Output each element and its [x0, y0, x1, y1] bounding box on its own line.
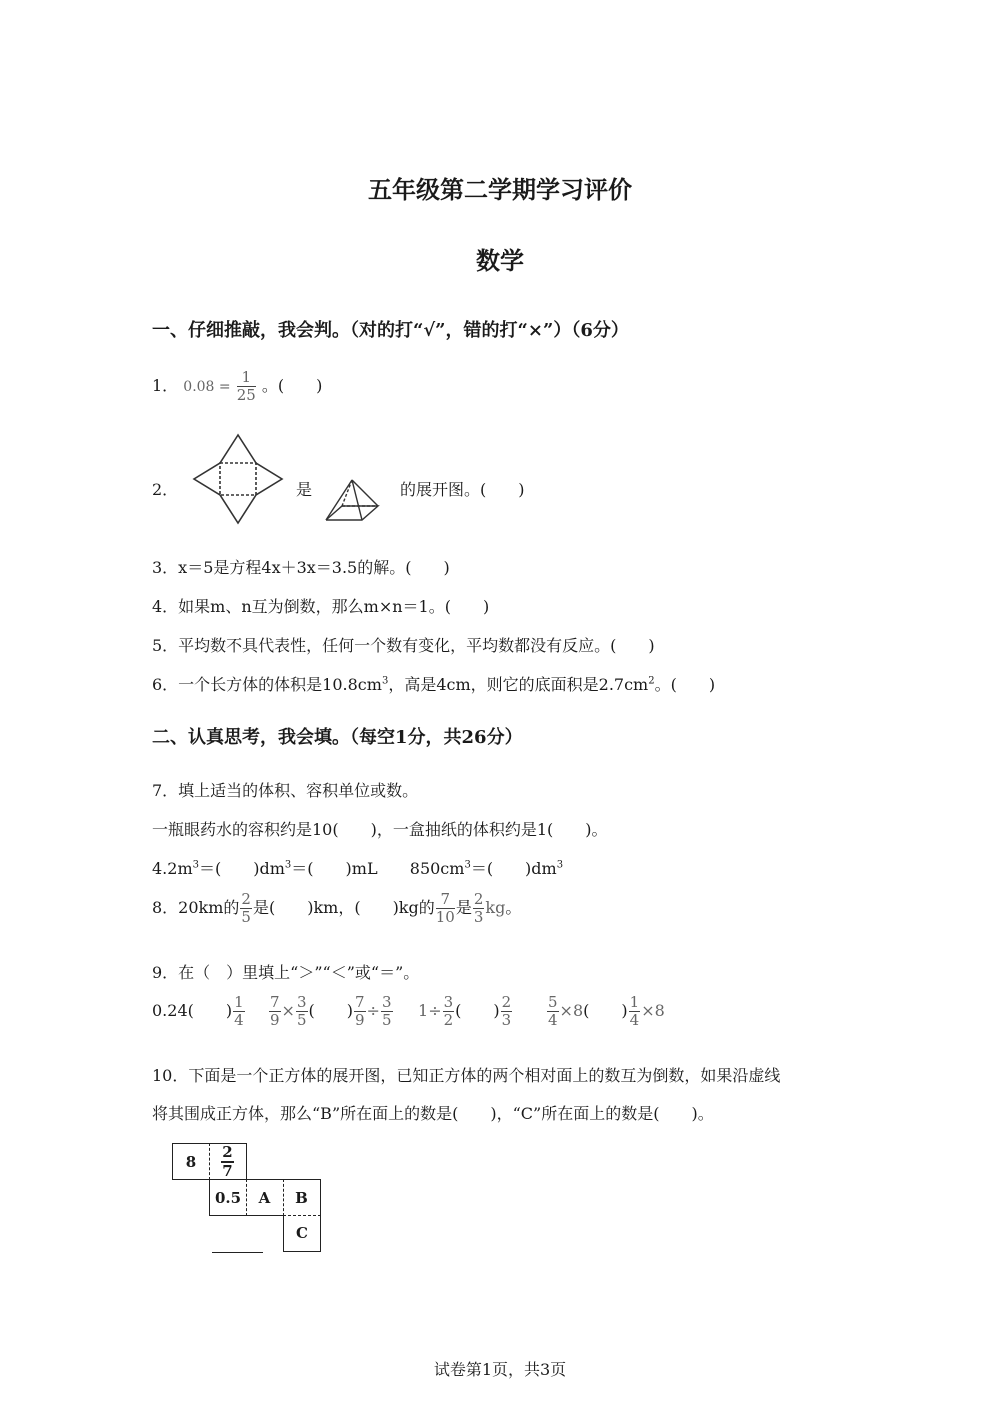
q9-p2-fraction-b: $\frac{3}{5}$: [296, 993, 307, 1029]
q8-text-a: 8．20km的: [152, 898, 240, 917]
question-6: [152, 672, 715, 695]
q7-line-2: 一瓶眼药水的容积约是10( )，一盒抽纸的体积约是1( )。: [152, 820, 608, 839]
question-3: 3．x＝5是方程4x＋3x＝3.5的解。( ): [152, 558, 450, 577]
q1-fraction: $\frac{1}{25}$: [236, 368, 256, 404]
question-4: 4．如果m、n互为倒数，那么m×n＝1。( ): [152, 597, 490, 616]
q2-mid: 是: [296, 480, 313, 499]
q9-p7-tail: ×8: [641, 1001, 665, 1020]
q8-fraction-1: $\frac{2}{5}$: [241, 890, 251, 926]
q7-sup-e: 3: [556, 859, 564, 871]
q9-p3-fraction-a: $\frac{7}{9}$: [355, 993, 365, 1029]
q7-part-d: 850cm: [409, 859, 465, 878]
q9-p4-fraction: $\frac{3}{2}$: [443, 993, 454, 1029]
underline-mark: [212, 1252, 263, 1253]
q8-text-c: 是: [455, 898, 472, 917]
net-cell-c: C: [283, 1215, 321, 1252]
page-title: 五年级第二学期学习评价: [368, 175, 632, 204]
q7-part-e: ＝( )dm: [470, 859, 557, 878]
q9-p3-div: ÷: [366, 1001, 380, 1020]
q9-p3-fraction-b: $\frac{3}{5}$: [381, 993, 392, 1029]
q2-tail: 的展开图。( ): [400, 480, 525, 499]
net-cell-b: B: [283, 1179, 321, 1216]
q6-text-a: 6．一个长方体的体积是10.8cm: [152, 675, 382, 694]
q9-p2-blank: ( ): [308, 1001, 353, 1020]
section-2-heading: 二、认真思考，我会填。（每空1分，共26分）: [152, 727, 523, 748]
subject-title: 数学: [476, 246, 524, 275]
q9-p2-times: ×: [281, 1001, 295, 1020]
question-8: [152, 892, 521, 925]
q7-part-c: ＝( )mL: [291, 859, 378, 878]
q7-line-1: 7．填上适当的体积、容积单位或数。: [152, 781, 419, 800]
q7-sup-a: 3: [192, 859, 199, 871]
q9-p5-fraction: $\frac{2}{3}$: [501, 993, 512, 1029]
q9-p2-fraction-a: $\frac{7}{9}$: [270, 993, 280, 1029]
q7-sup-d: 3: [464, 859, 471, 871]
q8-unit: kg: [485, 898, 506, 917]
q9-item-3: [418, 995, 513, 1028]
section-1-heading: 一、仔细推敲，我会判。（对的打“√”，错的打“×”）（6分）: [152, 320, 629, 341]
q1-tail: 。( ): [261, 376, 323, 395]
q6-sup-2: 2: [648, 675, 655, 687]
q9-p4-one: 1: [418, 1001, 429, 1020]
q10-line-2: 将其围成正方体，那么“B”所在面上的数是( )，“C”所在面上的数是( )。: [152, 1104, 714, 1123]
q9-line-1: 9．在（ ）里填上“＞”“＜”或“＝”。: [152, 963, 420, 982]
q9-p1-fraction: $\frac{1}{4}$: [234, 993, 244, 1029]
q8-text-b: 是( )km，( )kg的: [252, 898, 435, 917]
q9-p4-blank: ( ): [455, 1001, 500, 1020]
q9-item-2: [268, 995, 394, 1028]
question-5: 5．平均数不具代表性，任何一个数有变化，平均数都没有反应。( ): [152, 636, 655, 655]
pyramid-figure: [322, 476, 382, 526]
q1-number: 1．: [152, 376, 179, 395]
question-1: [152, 370, 322, 403]
q8-text-e: 。: [505, 898, 522, 917]
q7-sup-b: 3: [284, 859, 292, 871]
net-cell-fraction: $\frac{2}{7}$: [209, 1143, 247, 1180]
q7-part-a: 4.2m: [152, 859, 193, 878]
q9-p6-tail: ×8: [559, 1001, 584, 1020]
q9-p6-fraction: $\frac{5}{4}$: [548, 993, 558, 1029]
pyramid-net-figure: [190, 433, 286, 525]
cube-net-figure: [172, 1143, 322, 1255]
q6-sup-1: 3: [381, 675, 389, 687]
q9-p4-div: ÷: [428, 1001, 442, 1020]
q6-text-b: ，高是4cm，则它的底面积是2.7cm: [388, 675, 649, 694]
q9-p6-blank: ( ): [583, 1001, 628, 1020]
q2-number: 2．: [152, 480, 179, 499]
q1-lhs: 0.08 =: [183, 379, 231, 395]
q7-part-b: ＝( )dm: [199, 859, 285, 878]
net-cell-0-5: 0.5: [209, 1179, 247, 1216]
q7-line-3: [152, 856, 563, 879]
q9-item-1: [152, 995, 246, 1028]
q6-text-c: 。( ): [654, 675, 716, 694]
net-cell-a: A: [246, 1179, 284, 1216]
q9-p1-text: 0.24( ): [152, 1001, 233, 1020]
net-cell-8: 8: [172, 1143, 210, 1180]
q9-p7-fraction: $\frac{1}{4}$: [629, 993, 640, 1029]
q10-line-1: 10．下面是一个正方体的展开图，已知正方体的两个相对面上的数互为倒数，如果沿虚线: [152, 1066, 781, 1085]
q9-item-4: [546, 995, 665, 1028]
q8-fraction-2: $\frac{7}{10}$: [435, 890, 455, 926]
q8-fraction-3: $\frac{2}{3}$: [473, 890, 484, 926]
page-footer: 试卷第1页，共3页: [433, 1360, 567, 1379]
